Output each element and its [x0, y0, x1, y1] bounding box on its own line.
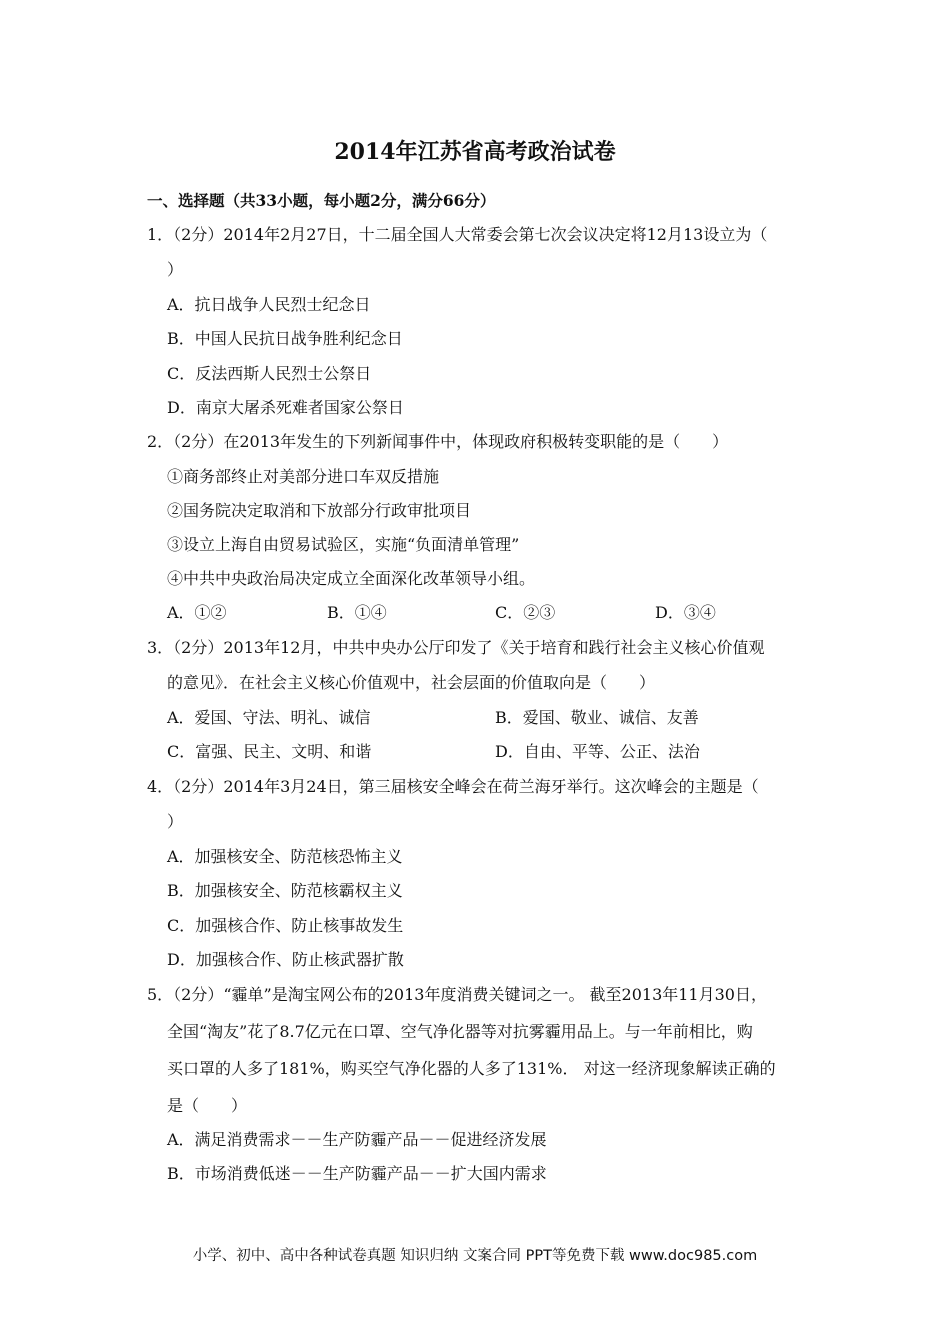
question-4-option-b: B．加强核安全、防范核霸权主义 — [167, 881, 403, 900]
question-3-option-d: D．自由、平等、公正、法治 — [495, 742, 700, 761]
question-2-text: 2．（2分）在2013年发生的下列新闻事件中，体现政府积极转变职能的是（ ） — [147, 432, 729, 451]
page-title: 2014年江苏省高考政治试卷 — [334, 139, 616, 165]
question-5-text-cont-2: 买口罩的人多了181%，购买空气净化器的人多了131%． 对这一经济现象解读正确的 — [167, 1059, 776, 1078]
section-heading: 一、选择题（共33小题，每小题2分，满分66分） — [147, 191, 496, 210]
question-4-option-a: A．加强核安全、防范核恐怖主义 — [167, 847, 403, 866]
question-1-option-c: C．反法西斯人民烈士公祭日 — [167, 364, 372, 383]
question-1-text-cont: ） — [167, 260, 184, 279]
question-2-item-4: ④中共中央政治局决定成立全面深化改革领导小组。 — [167, 569, 536, 588]
question-4-option-d: D．加强核合作、防止核武器扩散 — [167, 950, 404, 969]
question-1-option-d: D．南京大屠杀死难者国家公祭日 — [167, 398, 404, 417]
question-5-option-b: B．市场消费低迷－－生产防霾产品－－扩大国内需求 — [167, 1164, 547, 1183]
question-4-text-cont: ） — [167, 812, 184, 831]
question-2-option-d: D．③④ — [655, 603, 716, 622]
question-1-text: 1．（2分）2014年2月27日，十二届全国人大常委会第七次会议决定将12月13设立为（ — [147, 225, 768, 244]
question-5-text-cont-3: 是（ ） — [167, 1096, 248, 1115]
question-5-option-a: A．满足消费需求－－生产防霾产品－－促进经济发展 — [167, 1130, 547, 1149]
question-2-option-b: B．①④ — [327, 603, 387, 622]
question-2-item-1: ①商务部终止对美部分进口车双反措施 — [167, 467, 440, 486]
question-3-text: 3．（2分）2013年12月，中共中央办公厅印发了《关于培育和践行社会主义核心价值观 — [147, 638, 765, 657]
question-3-option-a: A．爱国、守法、明礼、诚信 — [167, 708, 371, 727]
question-3-option-c: C．富强、民主、文明、和谐 — [167, 742, 372, 761]
question-3-option-b: B．爱国、敬业、诚信、友善 — [495, 708, 699, 727]
question-2-option-c: C．②③ — [495, 603, 556, 622]
question-4-option-c: C．加强核合作、防止核事故发生 — [167, 916, 404, 935]
question-2-item-2: ②国务院决定取消和下放部分行政审批项目 — [167, 501, 472, 520]
question-3-text-cont: 的意见》．在社会主义核心价值观中，社会层面的价值取向是（ ） — [167, 673, 656, 692]
question-1-option-a: A．抗日战争人民烈士纪念日 — [167, 295, 371, 314]
question-5-text: 5．（2分）“霾单”是淘宝网公布的2013年度消费关键词之一。 截至2013年11月30日， — [147, 985, 767, 1004]
page-footer: 小学、初中、高中各种试卷真题 知识归纳 文案合同 PPT等免费下载 www.doc985.com — [192, 1248, 758, 1264]
question-2-option-a: A．①② — [167, 603, 227, 622]
question-5-text-cont-1: 全国“淘友”花了8.7亿元在口罩、空气净化器等对抗雾霾用品上。与一年前相比，购 — [167, 1022, 753, 1041]
question-2-item-3: ③设立上海自由贸易试验区，实施“负面清单管理” — [167, 535, 520, 554]
question-1-option-b: B．中国人民抗日战争胜利纪念日 — [167, 329, 403, 348]
question-4-text: 4．（2分）2014年3月24日，第三届核安全峰会在荷兰海牙举行。这次峰会的主题是（ — [147, 777, 759, 796]
